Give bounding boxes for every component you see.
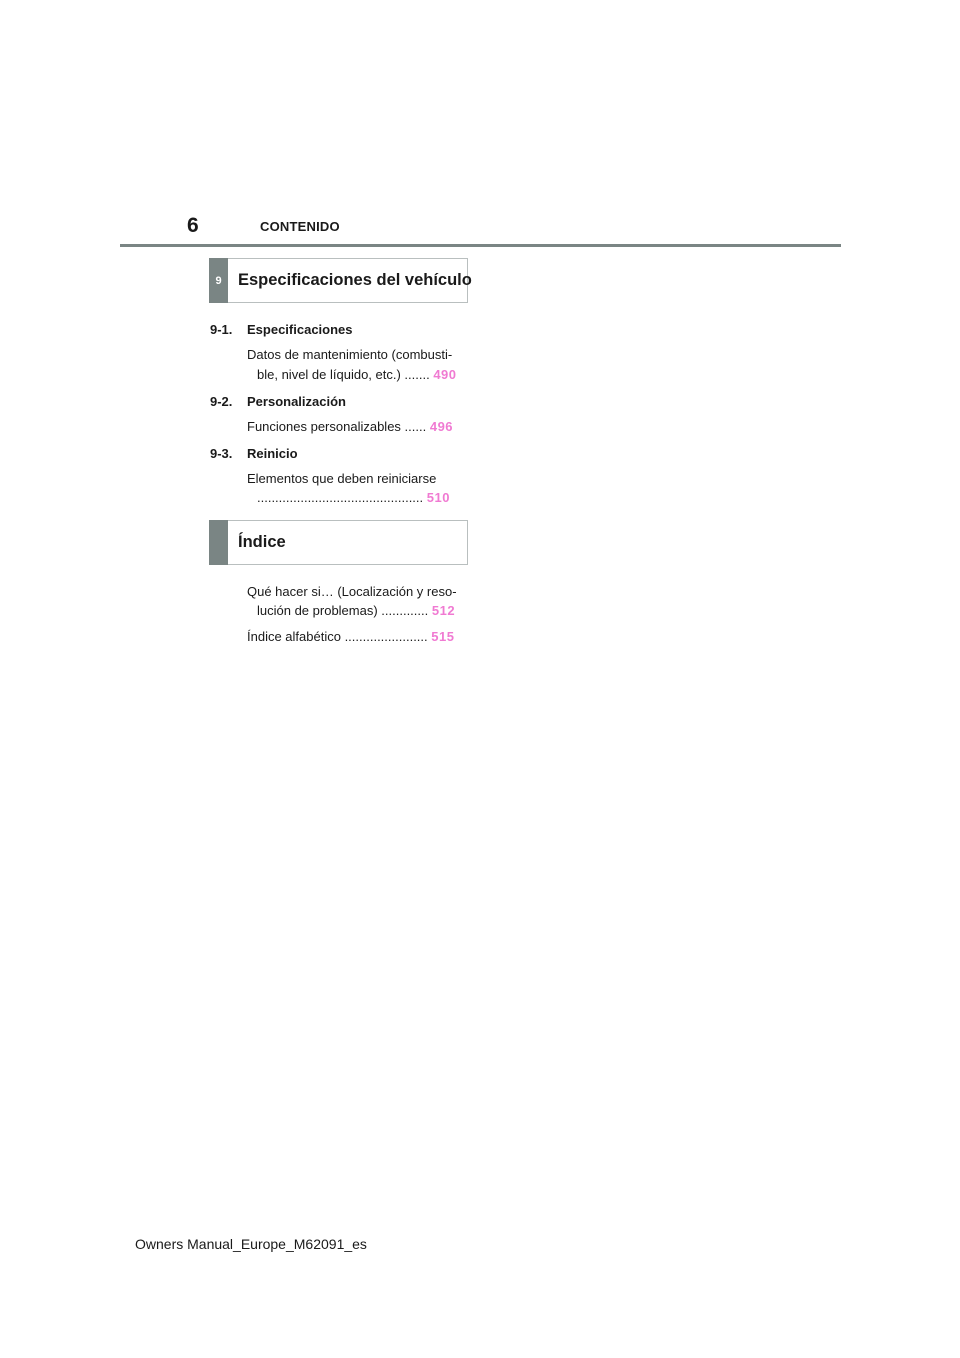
toc-group-heading [210, 394, 346, 410]
toc-page-link[interactable]: 512 [431, 603, 456, 618]
page-footer: Owners Manual_Europe_M62091_es [135, 1236, 367, 1252]
toc-group-title[interactable]: Personalización [247, 394, 346, 409]
toc-group-number: 9-2. [210, 394, 233, 409]
toc-page-link[interactable]: 496 [429, 419, 454, 434]
toc-page-link[interactable]: 490 [433, 367, 457, 382]
toc-group-number: 9-3. [210, 446, 233, 461]
toc-entry-text: .............................................. [257, 490, 424, 505]
header-rule [120, 244, 841, 247]
section-tab: 9 [209, 258, 228, 303]
page-header-title: CONTENIDO [260, 219, 340, 234]
toc-entry[interactable] [257, 603, 455, 619]
toc-entry[interactable] [257, 367, 457, 383]
toc-entry[interactable] [247, 629, 454, 645]
toc-group-heading [210, 322, 353, 338]
section-title: Índice [238, 533, 286, 551]
section-tab [209, 520, 228, 565]
toc-entry-line: Qué hacer si… (Localización y reso- [247, 584, 457, 599]
toc-group-heading [210, 446, 298, 462]
toc-page-link[interactable]: 515 [431, 629, 455, 644]
toc-entry[interactable] [247, 419, 453, 435]
toc-page-link[interactable]: 510 [426, 490, 450, 505]
section-header-index [209, 520, 468, 565]
toc-entry[interactable] [257, 490, 450, 506]
toc-entry-text: ble, nivel de líquido, etc.) ....... [257, 367, 430, 382]
page-number: 6 [187, 214, 199, 237]
toc-entry-text: lución de problemas) ............. [257, 603, 429, 618]
toc-group-number: 9-1. [210, 322, 233, 337]
toc-group-title[interactable]: Reinicio [247, 446, 298, 461]
section-header-specifications [209, 258, 472, 303]
toc-entry-text: Funciones personalizables ...... [247, 419, 427, 434]
toc-entry-line: Datos de mantenimiento (combusti- [247, 347, 453, 362]
toc-group-title[interactable]: Especificaciones [247, 322, 353, 337]
toc-entry-line: Elementos que deben reiniciarse [247, 471, 437, 486]
section-title: Especificaciones del vehículo [238, 271, 472, 289]
toc-entry-text: Índice alfabético ....................... [247, 629, 428, 644]
